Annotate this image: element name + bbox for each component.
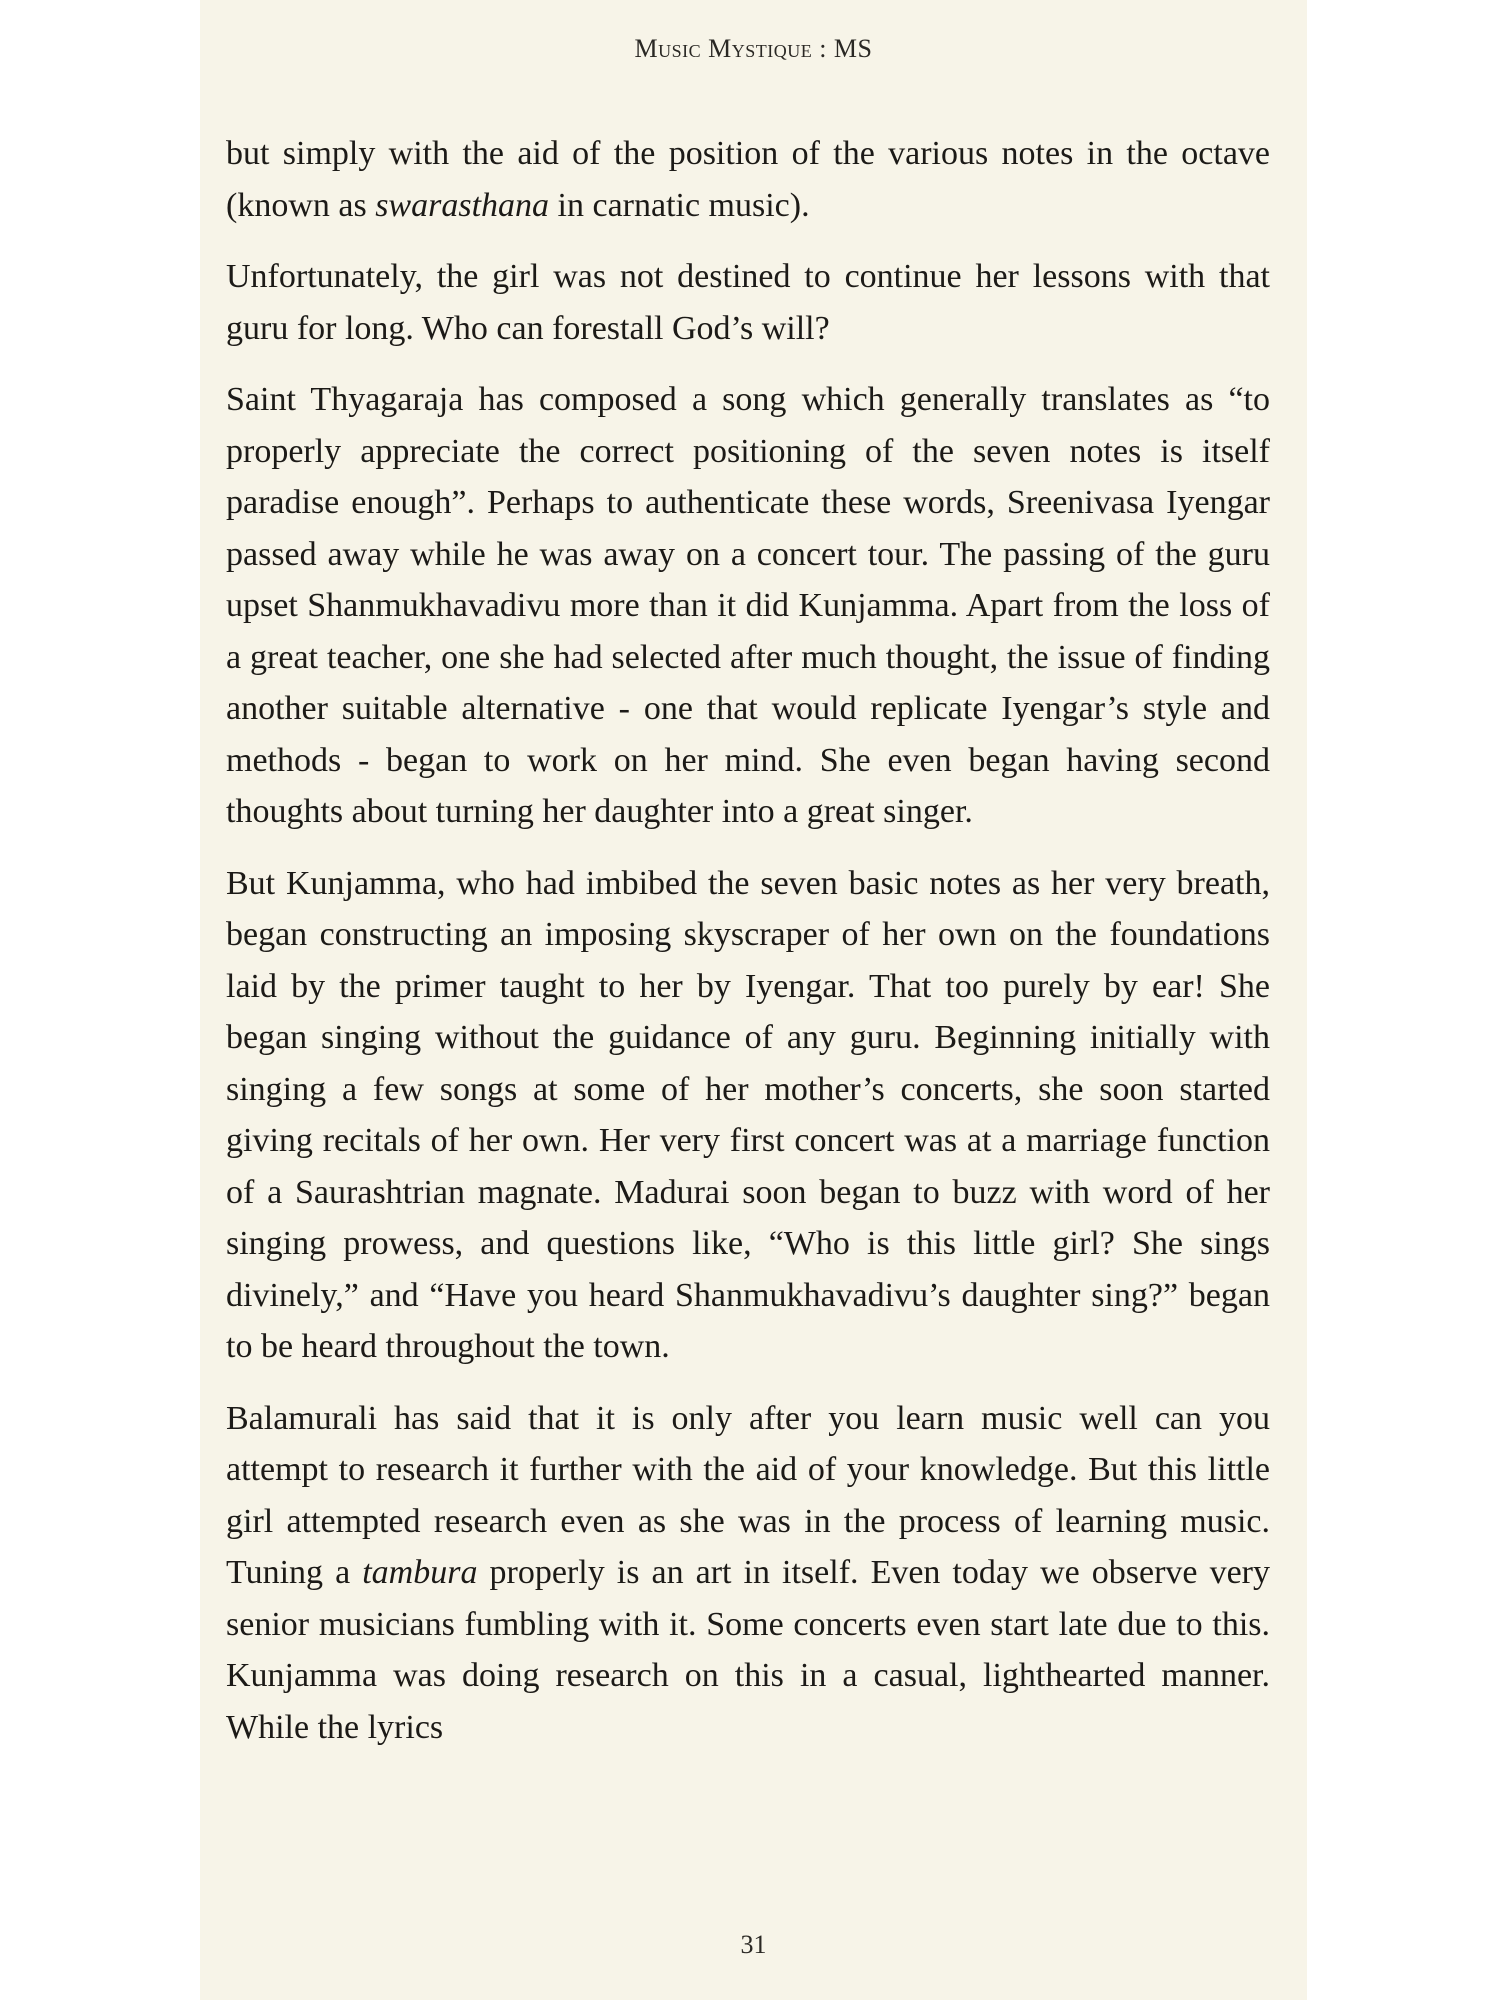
page-number: 31	[740, 1930, 767, 1959]
paragraph-1	[226, 128, 1270, 231]
term-swarasthana: swarasthana	[375, 186, 550, 224]
running-head: Music Mystique : MS	[634, 34, 873, 63]
paragraph-2: Unfortunately, the girl was not destined to continue her lessons with that guru for long. Who can forestall God’s will?	[226, 258, 1270, 347]
paragraph-5-end: properly is an art in itself. Even today we observe very senior musicians fumbling with it. Some concerts even start late due to this. Kunjamma was doing research on this in a casual, lighthearted manner. While the lyrics	[226, 1554, 1270, 1746]
paragraph-5-start: Balamurali has said that it is only after you learn music well can you attempt to research it further with the aid of your knowledge. But this little girl attempted research even as she was in the process of learning music. Tuning a	[226, 1399, 1270, 1591]
paragraph-5	[226, 1393, 1270, 1754]
paragraph-1-end: in carnatic music).	[549, 186, 810, 224]
paragraph-4: But Kunjamma, who had imbibed the seven basic notes as her very breath, began constructing an imposing skyscraper of her own on the foundations laid by the primer taught to her by Iyengar. That too purely by ear! She began singing without the guidance of any guru. Beginning initially with singing a few songs at some of her mother’s concerts, she soon started giving recitals of her own. Her very first concert was at a marriage function of a Saurashtrian magnate. Madurai soon began to buzz with word of her singing prowess, and questions like, “Who is this little girl? She sings divinely,” and “Have you heard Shanmukhavadivu’s daughter sing?” began to be heard throughout the town.	[226, 864, 1270, 1365]
body-text	[226, 128, 1270, 1773]
paragraph-3: Saint Thyagaraja has composed a song which generally translates as “to properly appreciate the correct positioning of the seven notes is itself paradise enough”. Perhaps to authenticate these words, Sreenivasa Iyengar passed away while he was away on a concert tour. The passing of the guru upset Shanmukhavadivu more than it did Kunjamma. Apart from the loss of a great teacher, one she had selected after much thought, the issue of finding another suitable alternative - one that would replicate Iyengar’s style and methods - began to work on her mind. She even began having second thoughts about turning her daughter into a great singer.	[226, 381, 1270, 830]
book-page	[200, 0, 1307, 2000]
paragraph-1-start: but simply with the aid of the position of the various notes in the octave (known as	[226, 135, 1270, 224]
term-tambura: tambura	[362, 1554, 478, 1591]
